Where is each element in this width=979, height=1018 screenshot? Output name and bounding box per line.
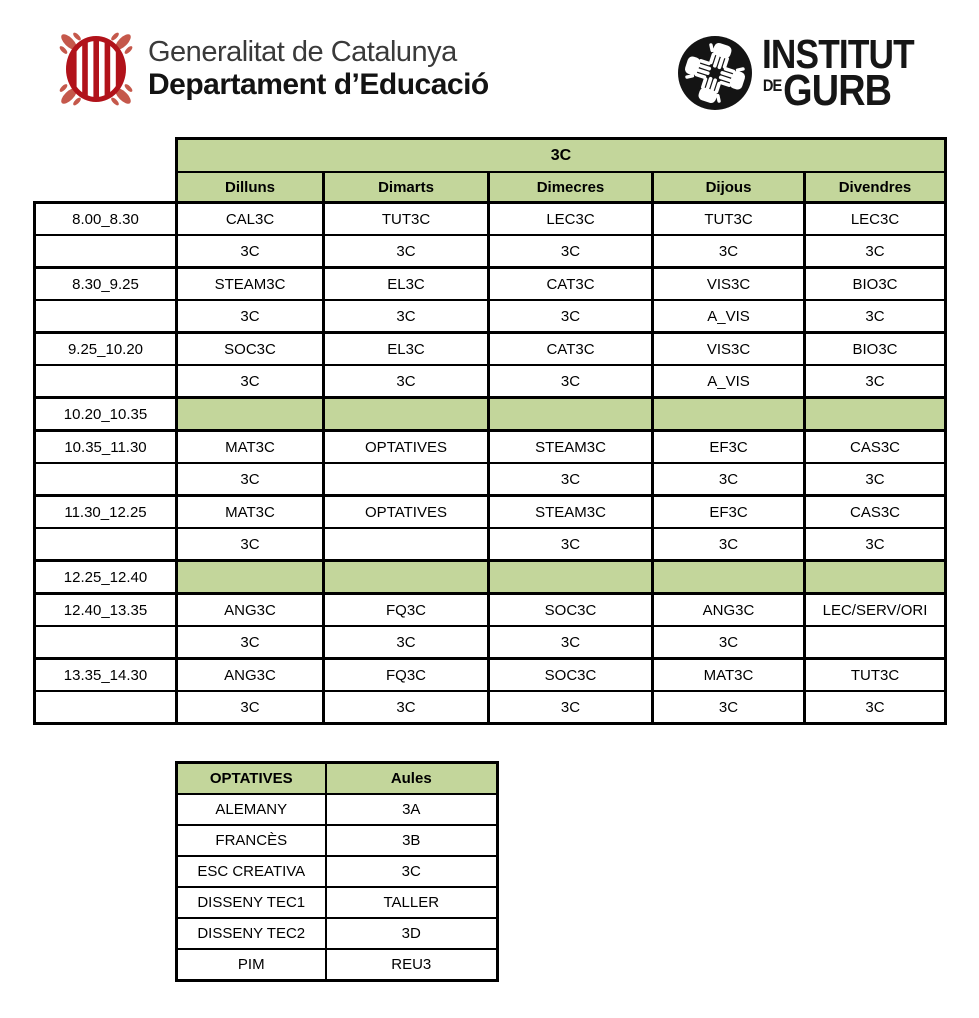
optativa-name-2: FRANCÈS [177, 825, 326, 856]
time-label: 11.30_12.25 [35, 496, 177, 529]
room-row [35, 300, 946, 333]
room-cell-r14c3: 3C [489, 626, 653, 659]
room-row [35, 365, 946, 398]
spacer-cell [35, 172, 177, 203]
optativa-room-3: 3C [326, 856, 498, 887]
optativa-name-1: ALEMANY [177, 794, 326, 825]
subject-cell-r15c3: SOC3C [489, 659, 653, 692]
room-cell-r11c3: 3C [489, 528, 653, 561]
room-cell-r9c2 [324, 463, 489, 496]
institut-line2 [762, 65, 914, 115]
day-header-4: Dijous [653, 172, 805, 203]
day-header-1: Dilluns [177, 172, 324, 203]
time-label [35, 626, 177, 659]
subject-cell-r15c1: ANG3C [177, 659, 324, 692]
subject-cell-r10c3: STEAM3C [489, 496, 653, 529]
time-label: 13.35_14.30 [35, 659, 177, 692]
subject-row [35, 333, 946, 366]
institut-de-label: DE [762, 75, 782, 95]
room-cell-r11c1: 3C [177, 528, 324, 561]
optatives-row [177, 918, 498, 949]
optativa-name-6: PIM [177, 949, 326, 981]
subject-cell-r5c4: VIS3C [653, 333, 805, 366]
room-cell-r16c1: 3C [177, 691, 324, 724]
subject-cell-r5c2: EL3C [324, 333, 489, 366]
subject-row [35, 659, 946, 692]
break-cell-r7c4 [653, 398, 805, 431]
day-header-2: Dimarts [324, 172, 489, 203]
subject-row [35, 431, 946, 464]
room-cell-r9c4: 3C [653, 463, 805, 496]
room-row [35, 528, 946, 561]
room-cell-r11c4: 3C [653, 528, 805, 561]
optatives-header-row [177, 763, 498, 795]
subject-cell-r3c4: VIS3C [653, 268, 805, 301]
time-label: 8.30_9.25 [35, 268, 177, 301]
room-cell-r4c3: 3C [489, 300, 653, 333]
subject-cell-r8c3: STEAM3C [489, 431, 653, 464]
optatives-row [177, 794, 498, 825]
optativa-room-4: TALLER [326, 887, 498, 918]
time-label [35, 300, 177, 333]
subject-row [35, 203, 946, 236]
time-label [35, 691, 177, 724]
room-cell-r6c1: 3C [177, 365, 324, 398]
time-label: 12.40_13.35 [35, 594, 177, 627]
subject-cell-r10c1: MAT3C [177, 496, 324, 529]
break-cell-r12c3 [489, 561, 653, 594]
subject-cell-r15c2: FQ3C [324, 659, 489, 692]
room-row [35, 626, 946, 659]
day-header-row [35, 172, 946, 203]
room-cell-r2c3: 3C [489, 235, 653, 268]
optativa-name-3: ESC CREATIVA [177, 856, 326, 887]
subject-cell-r1c1: CAL3C [177, 203, 324, 236]
break-cell-r12c2 [324, 561, 489, 594]
institut-gurb-label: GURB [783, 65, 892, 115]
break-row [35, 561, 946, 594]
subject-cell-r10c4: EF3C [653, 496, 805, 529]
room-cell-r6c3: 3C [489, 365, 653, 398]
subject-cell-r10c5: CAS3C [805, 496, 946, 529]
optativa-room-5: 3D [326, 918, 498, 949]
room-cell-r4c2: 3C [324, 300, 489, 333]
subject-cell-r3c1: STEAM3C [177, 268, 324, 301]
time-label [35, 365, 177, 398]
time-label: 8.00_8.30 [35, 203, 177, 236]
break-cell-r12c1 [177, 561, 324, 594]
institut-gurb-logo [676, 31, 938, 115]
room-cell-r4c5: 3C [805, 300, 946, 333]
time-label [35, 463, 177, 496]
optativa-room-1: 3A [326, 794, 498, 825]
subject-cell-r8c2: OPTATIVES [324, 431, 489, 464]
optativa-name-5: DISSENY TEC2 [177, 918, 326, 949]
time-label: 9.25_10.20 [35, 333, 177, 366]
subject-cell-r13c2: FQ3C [324, 594, 489, 627]
subject-row [35, 496, 946, 529]
subject-cell-r3c2: EL3C [324, 268, 489, 301]
timetable-3c [33, 137, 947, 725]
optatives-row [177, 949, 498, 981]
generalitat-line2: Departament d’Educació [148, 68, 489, 102]
break-cell-r12c5 [805, 561, 946, 594]
room-row [35, 463, 946, 496]
room-cell-r14c5 [805, 626, 946, 659]
subject-cell-r1c5: LEC3C [805, 203, 946, 236]
generalitat-shield-icon [58, 31, 134, 107]
subject-cell-r8c1: MAT3C [177, 431, 324, 464]
room-cell-r11c5: 3C [805, 528, 946, 561]
subject-cell-r1c2: TUT3C [324, 203, 489, 236]
room-cell-r9c3: 3C [489, 463, 653, 496]
room-row [35, 691, 946, 724]
day-header-5: Divendres [805, 172, 946, 203]
break-cell-r7c2 [324, 398, 489, 431]
subject-cell-r3c3: CAT3C [489, 268, 653, 301]
room-cell-r2c5: 3C [805, 235, 946, 268]
subject-cell-r13c4: ANG3C [653, 594, 805, 627]
subject-cell-r8c4: EF3C [653, 431, 805, 464]
subject-row [35, 268, 946, 301]
class-title: 3C [177, 139, 946, 173]
day-header-3: Dimecres [489, 172, 653, 203]
break-row [35, 398, 946, 431]
subject-cell-r10c2: OPTATIVES [324, 496, 489, 529]
break-cell-r7c1 [177, 398, 324, 431]
room-cell-r11c2 [324, 528, 489, 561]
optativa-room-2: 3B [326, 825, 498, 856]
room-cell-r2c2: 3C [324, 235, 489, 268]
generalitat-line1: Generalitat de Catalunya [148, 35, 457, 68]
subject-cell-r5c5: BIO3C [805, 333, 946, 366]
subject-cell-r8c5: CAS3C [805, 431, 946, 464]
time-label [35, 235, 177, 268]
room-row [35, 235, 946, 268]
room-cell-r6c2: 3C [324, 365, 489, 398]
room-cell-r16c3: 3C [489, 691, 653, 724]
generalitat-logo [58, 31, 489, 107]
break-cell-r7c3 [489, 398, 653, 431]
optativa-name-4: DISSENY TEC1 [177, 887, 326, 918]
time-label: 10.35_11.30 [35, 431, 177, 464]
class-title-row [35, 139, 946, 173]
room-cell-r9c5: 3C [805, 463, 946, 496]
room-cell-r6c5: 3C [805, 365, 946, 398]
room-cell-r6c4: A_VIS [653, 365, 805, 398]
subject-cell-r13c5: LEC/SERV/ORI [805, 594, 946, 627]
institut-gurb-icon [676, 34, 754, 112]
subject-row [35, 594, 946, 627]
spacer-cell [35, 139, 177, 173]
subject-cell-r1c4: TUT3C [653, 203, 805, 236]
room-cell-r14c4: 3C [653, 626, 805, 659]
room-cell-r16c5: 3C [805, 691, 946, 724]
break-cell-r12c4 [653, 561, 805, 594]
room-cell-r16c2: 3C [324, 691, 489, 724]
room-cell-r9c1: 3C [177, 463, 324, 496]
subject-cell-r13c3: SOC3C [489, 594, 653, 627]
optatives-row [177, 887, 498, 918]
subject-cell-r15c5: TUT3C [805, 659, 946, 692]
subject-cell-r1c3: LEC3C [489, 203, 653, 236]
subject-cell-r13c1: ANG3C [177, 594, 324, 627]
optatives-row [177, 856, 498, 887]
optatives-header: OPTATIVES [177, 763, 326, 795]
room-cell-r14c2: 3C [324, 626, 489, 659]
time-label: 10.20_10.35 [35, 398, 177, 431]
optatives-row [177, 825, 498, 856]
subject-cell-r5c3: CAT3C [489, 333, 653, 366]
time-label: 12.25_12.40 [35, 561, 177, 594]
subject-cell-r15c4: MAT3C [653, 659, 805, 692]
optativa-room-6: REU3 [326, 949, 498, 981]
room-cell-r2c1: 3C [177, 235, 324, 268]
subject-cell-r5c1: SOC3C [177, 333, 324, 366]
room-cell-r2c4: 3C [653, 235, 805, 268]
room-cell-r14c1: 3C [177, 626, 324, 659]
subject-cell-r3c5: BIO3C [805, 268, 946, 301]
optatives-table [175, 761, 499, 982]
break-cell-r7c5 [805, 398, 946, 431]
room-cell-r4c4: A_VIS [653, 300, 805, 333]
room-cell-r4c1: 3C [177, 300, 324, 333]
institut-line1: INSTITUT [762, 31, 914, 78]
aules-header: Aules [326, 763, 498, 795]
room-cell-r16c4: 3C [653, 691, 805, 724]
time-label [35, 528, 177, 561]
